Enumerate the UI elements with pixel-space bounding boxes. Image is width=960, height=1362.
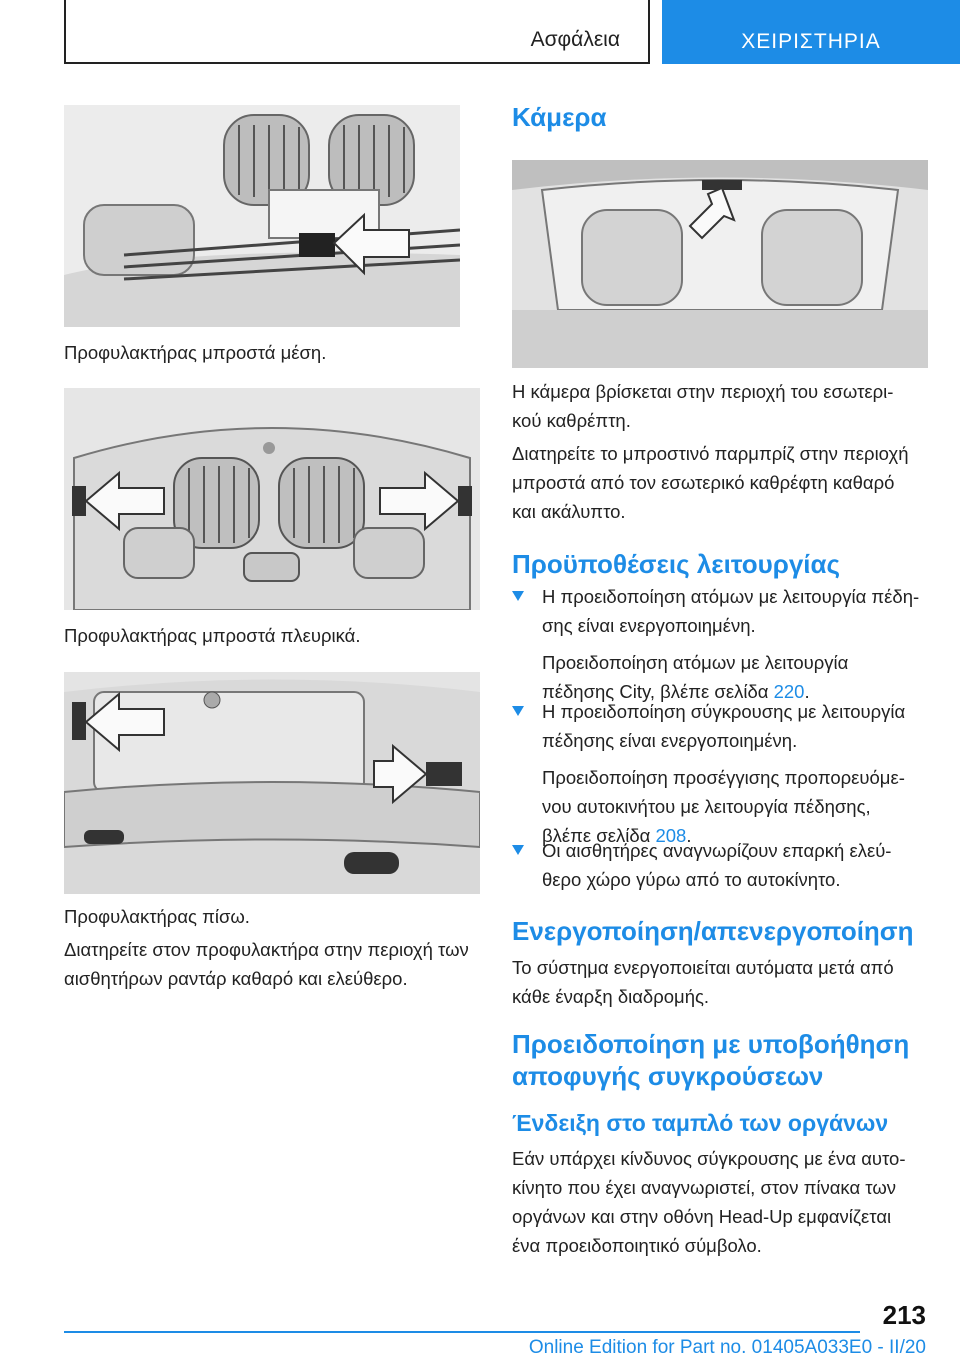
front-bumper-sides-illustration	[64, 388, 480, 610]
figure-caption-front-center: Προφυλακτήρας μπροστά μέση.	[64, 342, 327, 363]
footer-edition: Online Edition for Part no. 01405A033E0 - II/20	[528, 1337, 926, 1358]
page-link-208[interactable]: 208	[655, 825, 687, 846]
prerequisites-heading: Προϋποθέσεις λειτουργίας	[512, 549, 841, 579]
camera-heading: Κάμερα	[512, 102, 607, 132]
footer-divider	[64, 1331, 860, 1333]
list-item: Οι αισθητήρες αναγνωρίζουν επαρκή ελεύ- θερο χώρο γύρω από το αυτοκίνητο.	[512, 836, 932, 894]
figure-caption-rear: Προφυλακτήρας πίσω.	[64, 906, 250, 927]
instrument-display-heading: Ένδειξη στο ταμπλό των οργάνων	[512, 1110, 889, 1136]
front-bumper-center-illustration	[64, 105, 460, 327]
instrument-display-paragraph: Εάν υπάρχει κίνδυνος σύγκρουσης με ένα αυτο- κίνητο που έχει αναγνωριστεί, στον πίνακα των οργάνων και στην οθόνη Head-Up εμφανίζεται ένα προειδοποιητικό σύμβολο.	[512, 1148, 906, 1256]
camera-interior-illustration	[512, 160, 928, 368]
radar-sensor-paragraph: Διατηρείτε στον προφυλακτήρα στην περιοχή των αισθητήρων ραντάρ καθαρό και ελεύθερο.	[64, 939, 469, 989]
list-item: Η προειδοποίηση σύγκρουσης με λειτουργία πέδησης είναι ενεργοποιημένη. Προειδοποίηση προσέγγισης προπορευόμε- νου αυτοκινήτου με λειτουργία πέδησης, βλέπε σελίδα 208.	[512, 697, 932, 850]
triangle-bullet-icon	[512, 591, 524, 601]
list-item: Η προειδοποίηση ατόμων με λειτουργία πέδη- σης είναι ενεργοποιημένη. Προειδοποίηση ατόμων με λειτουργία πέδησης City, βλέπε σελίδα 220.	[512, 582, 932, 706]
page-number: 213	[882, 1300, 926, 1330]
figure-caption-front-sides: Προφυλακτήρας μπροστά πλευρικά.	[64, 625, 361, 646]
triangle-bullet-icon	[512, 845, 524, 855]
collision-warning-heading: Προειδοποίηση με υποβοήθηση αποφυγής συγκρούσεων	[512, 1029, 910, 1091]
camera-clean-paragraph: Διατηρείτε το μπροστινό παρμπρίζ στην περιοχή μπροστά από τον εσωτερικό καθρέφτη καθαρό και ακάλυπτο.	[512, 443, 909, 522]
header-section-box	[64, 0, 650, 64]
camera-location-paragraph: Η κάμερα βρίσκεται στην περιοχή του εσωτερι- κού καθρέπτη.	[512, 381, 894, 431]
activation-paragraph: Το σύστημα ενεργοποιείται αυτόματα μετά από κάθε έναρξη διαδρομής.	[512, 957, 894, 1007]
rear-bumper-illustration	[64, 672, 480, 894]
page-link-220[interactable]: 220	[773, 681, 805, 702]
header-section-title: Ασφάλεια	[530, 28, 620, 51]
activation-heading: Ενεργοποίηση/απενεργοποίηση	[512, 916, 914, 946]
header-chapter-tab[interactable]	[662, 0, 960, 64]
triangle-bullet-icon	[512, 706, 524, 716]
header-chapter-title: ΧΕΙΡΙΣΤΗΡΙΑ	[741, 30, 881, 53]
